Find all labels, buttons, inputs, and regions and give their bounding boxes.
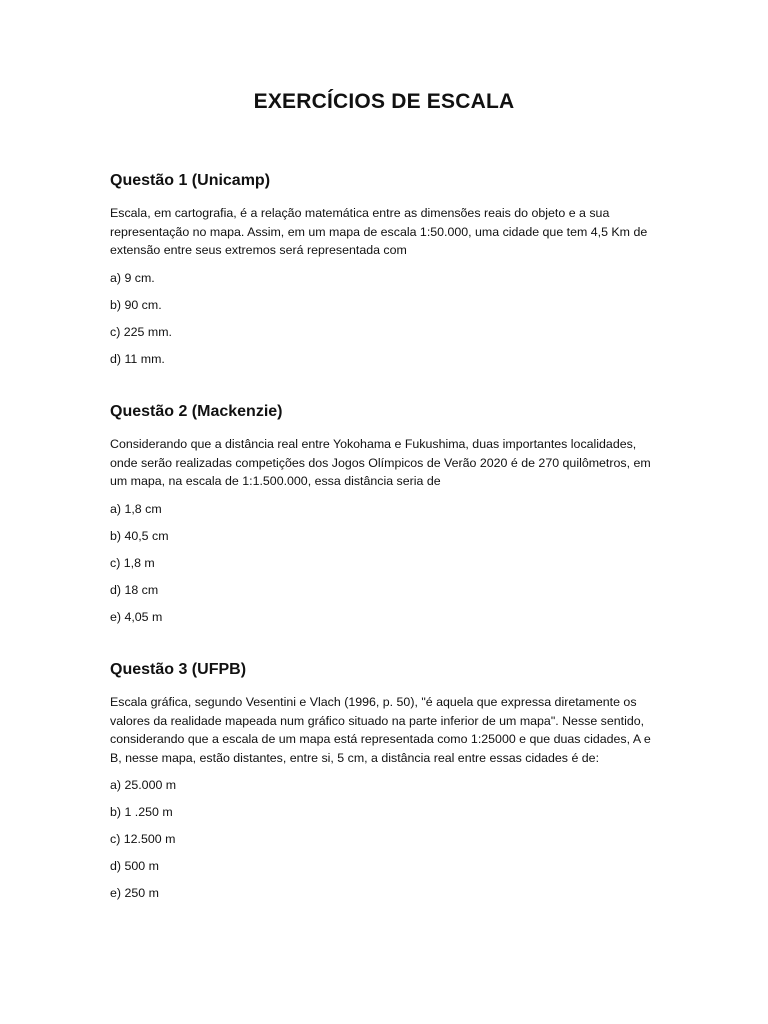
question-2-options [110,500,665,626]
question-3-option-e: e) 250 m [110,886,159,900]
question-2-text: Considerando que a distância real entre Yokohama e Fukushima, duas importantes localidades, onde serão realizadas competições dos Jogos Olímpicos de Verão 2020 é de 270 quilômetros, em um mapa, na escala de 1:1.500.000, essa distância seria de [110,437,651,488]
question-2-option-c: c) 1,8 m [110,555,155,570]
question-2-option-d: d) 18 cm [110,582,159,597]
question-2-option-b: b) 40,5 cm [110,528,169,543]
question-3-heading: Questão 3 (UFPB) [110,661,247,678]
question-2-option-e: e) 4,05 m [110,609,163,624]
question-1-option-c: c) 225 mm. [110,324,172,339]
question-1-option-b: b) 90 cm. [110,297,162,312]
question-3-text: Escala gráfica, segundo Vesentini e Vlach (1996, p. 50), "é aquela que expressa diretamente os valores da realidade mapeada num gráfico situado na parte inferior de um mapa". Nesse sentido, considerando que a escala de um mapa está representada como 1:25000 e que duas cidades, A e B, nesse mapa, estão distantes, entre si, 5 cm, a distância real entre essas cidades é de: [110,695,651,765]
question-1-text: Escala, em cartografia, é a relação matemática entre as dimensões reais do objeto e a sua representação no mapa. Assim, em um mapa de escala 1:50.000, uma cidade que tem 4,5 Km de extensão entre seus extremos será representada com [110,206,648,257]
question-3-option-b: b) 1 .250 m [110,805,173,819]
question-1-option-a: a) 9 cm. [110,270,155,285]
question-2-heading: Questão 2 (Mackenzie) [110,403,283,420]
question-1-options [110,269,665,368]
question-3-option-d: d) 500 m [110,859,159,873]
question-1 [110,170,665,377]
question-3-options [110,776,665,902]
question-2-option-a: a) 1,8 cm [110,501,162,516]
question-3 [110,659,665,911]
page-title: EXERCÍCIOS DE ESCALA [253,90,515,113]
question-1-option-d: d) 11 mm. [110,351,165,366]
question-3-option-c: c) 12.500 m [110,832,176,846]
question-2 [110,401,665,635]
question-1-heading: Questão 1 (Unicamp) [110,172,271,189]
question-3-option-a: a) 25.000 m [110,778,177,792]
